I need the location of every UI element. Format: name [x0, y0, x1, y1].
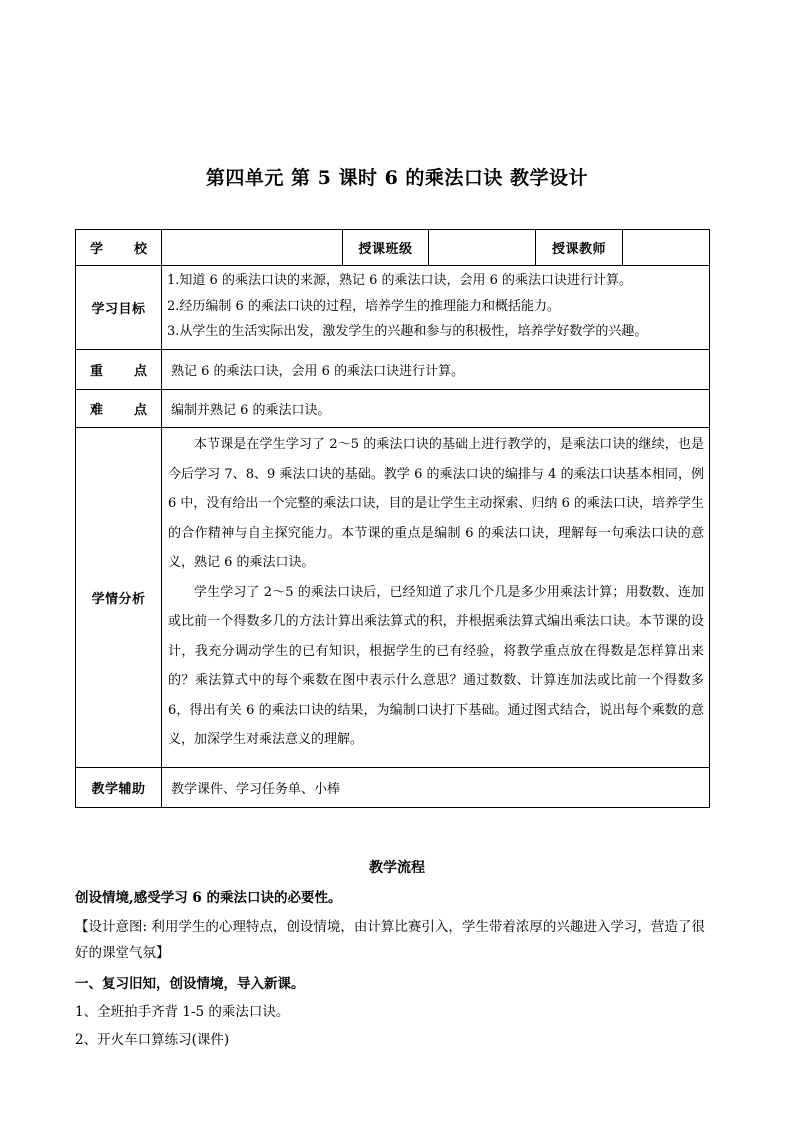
- row-goals: [76, 266, 710, 350]
- analysis-paragraph: 学生学习了 2～5 的乘法口诀后，已经知道了求几个几是多少用乘法计算；用数数、连加或比前一个得数多几的方法计算出乘法算式的积，并根据乘法算式编出乘法口诀。本节课的设计，我充分调动学生的已有知识，根据学生的已有经验，将教学重点放在得数是怎样算出来的？乘法算式中的每个乘数在图中表示什么意思？通过数数、计算连加法或比前一个得数多 6，得出有关 6 的乘法口诀的结果，为编制口诀打下基础。通过图式结合，说出每个乘数的意义，加深学生对乘法意义的理解。: [168, 584, 704, 747]
- process-item: 2、开火车口算练习(课件): [75, 1032, 230, 1048]
- process-item: 1、全班拍手齐背 1-5 的乘法口诀。: [75, 1004, 290, 1020]
- school-label-cell: [76, 230, 162, 266]
- school-label: 学 校: [90, 242, 147, 257]
- teacher-value-cell[interactable]: [623, 230, 710, 266]
- analysis-cell: [162, 428, 710, 768]
- school-value-cell[interactable]: [162, 230, 343, 266]
- analysis-paragraph: 本节课是在学生学习了 2～5 的乘法口诀的基础上进行教学的，是乘法口诀的继续，也是今后学习 7、8、9 乘法口诀的基础。教学 6 的乘法口诀的编排与 4 的乘法口诀基本相同，例 6 中，没有给出一个完整的乘法口诀，目的是让学生主动探索、归纳 6 的乘法口诀，培养学生的合作精神与自主探究能力。本节课的重点是编制 6 的乘法口诀，理解每一句乘法口诀的意义，熟记 6 的乘法口诀。: [168, 437, 704, 570]
- process-title: 教学流程: [369, 860, 425, 876]
- goal-item: 3.从学生的生活实际出发，激发学生的兴趣和参与的积极性，培养学好数学的兴趣。: [167, 324, 648, 340]
- difficult-label: 难 点: [90, 403, 147, 418]
- row-analysis: [76, 428, 710, 768]
- class-value-cell[interactable]: [429, 230, 536, 266]
- row-key-points: [76, 350, 710, 390]
- goal-item: 2.经历编制 6 的乘法口诀的过程，培养学生的推理能力和概括能力。: [167, 298, 560, 314]
- row-difficult-points: [76, 390, 710, 428]
- goals-cell: [162, 266, 710, 350]
- lesson-plan-table: [75, 229, 710, 808]
- key-label: 重 点: [90, 364, 147, 379]
- key-text: 熟记 6 的乘法口诀，会用 6 的乘法口诀进行计算。: [162, 350, 710, 390]
- key-label-cell: [76, 350, 162, 390]
- row-teaching-aids: [76, 768, 710, 808]
- aids-text: 教学课件、学习任务单、小棒: [162, 768, 710, 808]
- goals-label: 学习目标: [76, 266, 162, 350]
- design-intent: 【设计意图: 利用学生的心理特点，创设情境，由计算比赛引入，学生带着浓厚的兴趣进入学习，营造了很好的课堂气氛】: [75, 919, 705, 961]
- goal-item: 1.知道 6 的乘法口诀的来源，熟记 6 的乘法口诀，会用 6 的乘法口诀进行计算。: [167, 273, 633, 289]
- aids-label: 教学辅助: [76, 768, 162, 808]
- teacher-label: 授课教师: [536, 230, 623, 266]
- difficult-text: 编制并熟记 6 的乘法口诀。: [162, 390, 710, 428]
- row-school: [76, 230, 710, 266]
- analysis-label: 学情分析: [76, 428, 162, 768]
- difficult-label-cell: [76, 390, 162, 428]
- document-title: 第四单元 第 5 课时 6 的乘法口诀 教学设计: [205, 167, 589, 189]
- class-label: 授课班级: [343, 230, 429, 266]
- section-heading: 一、复习旧知，创设情境，导入新课。: [75, 976, 305, 992]
- process-heading: 创设情境,感受学习 6 的乘法口诀的必要性。: [75, 890, 342, 906]
